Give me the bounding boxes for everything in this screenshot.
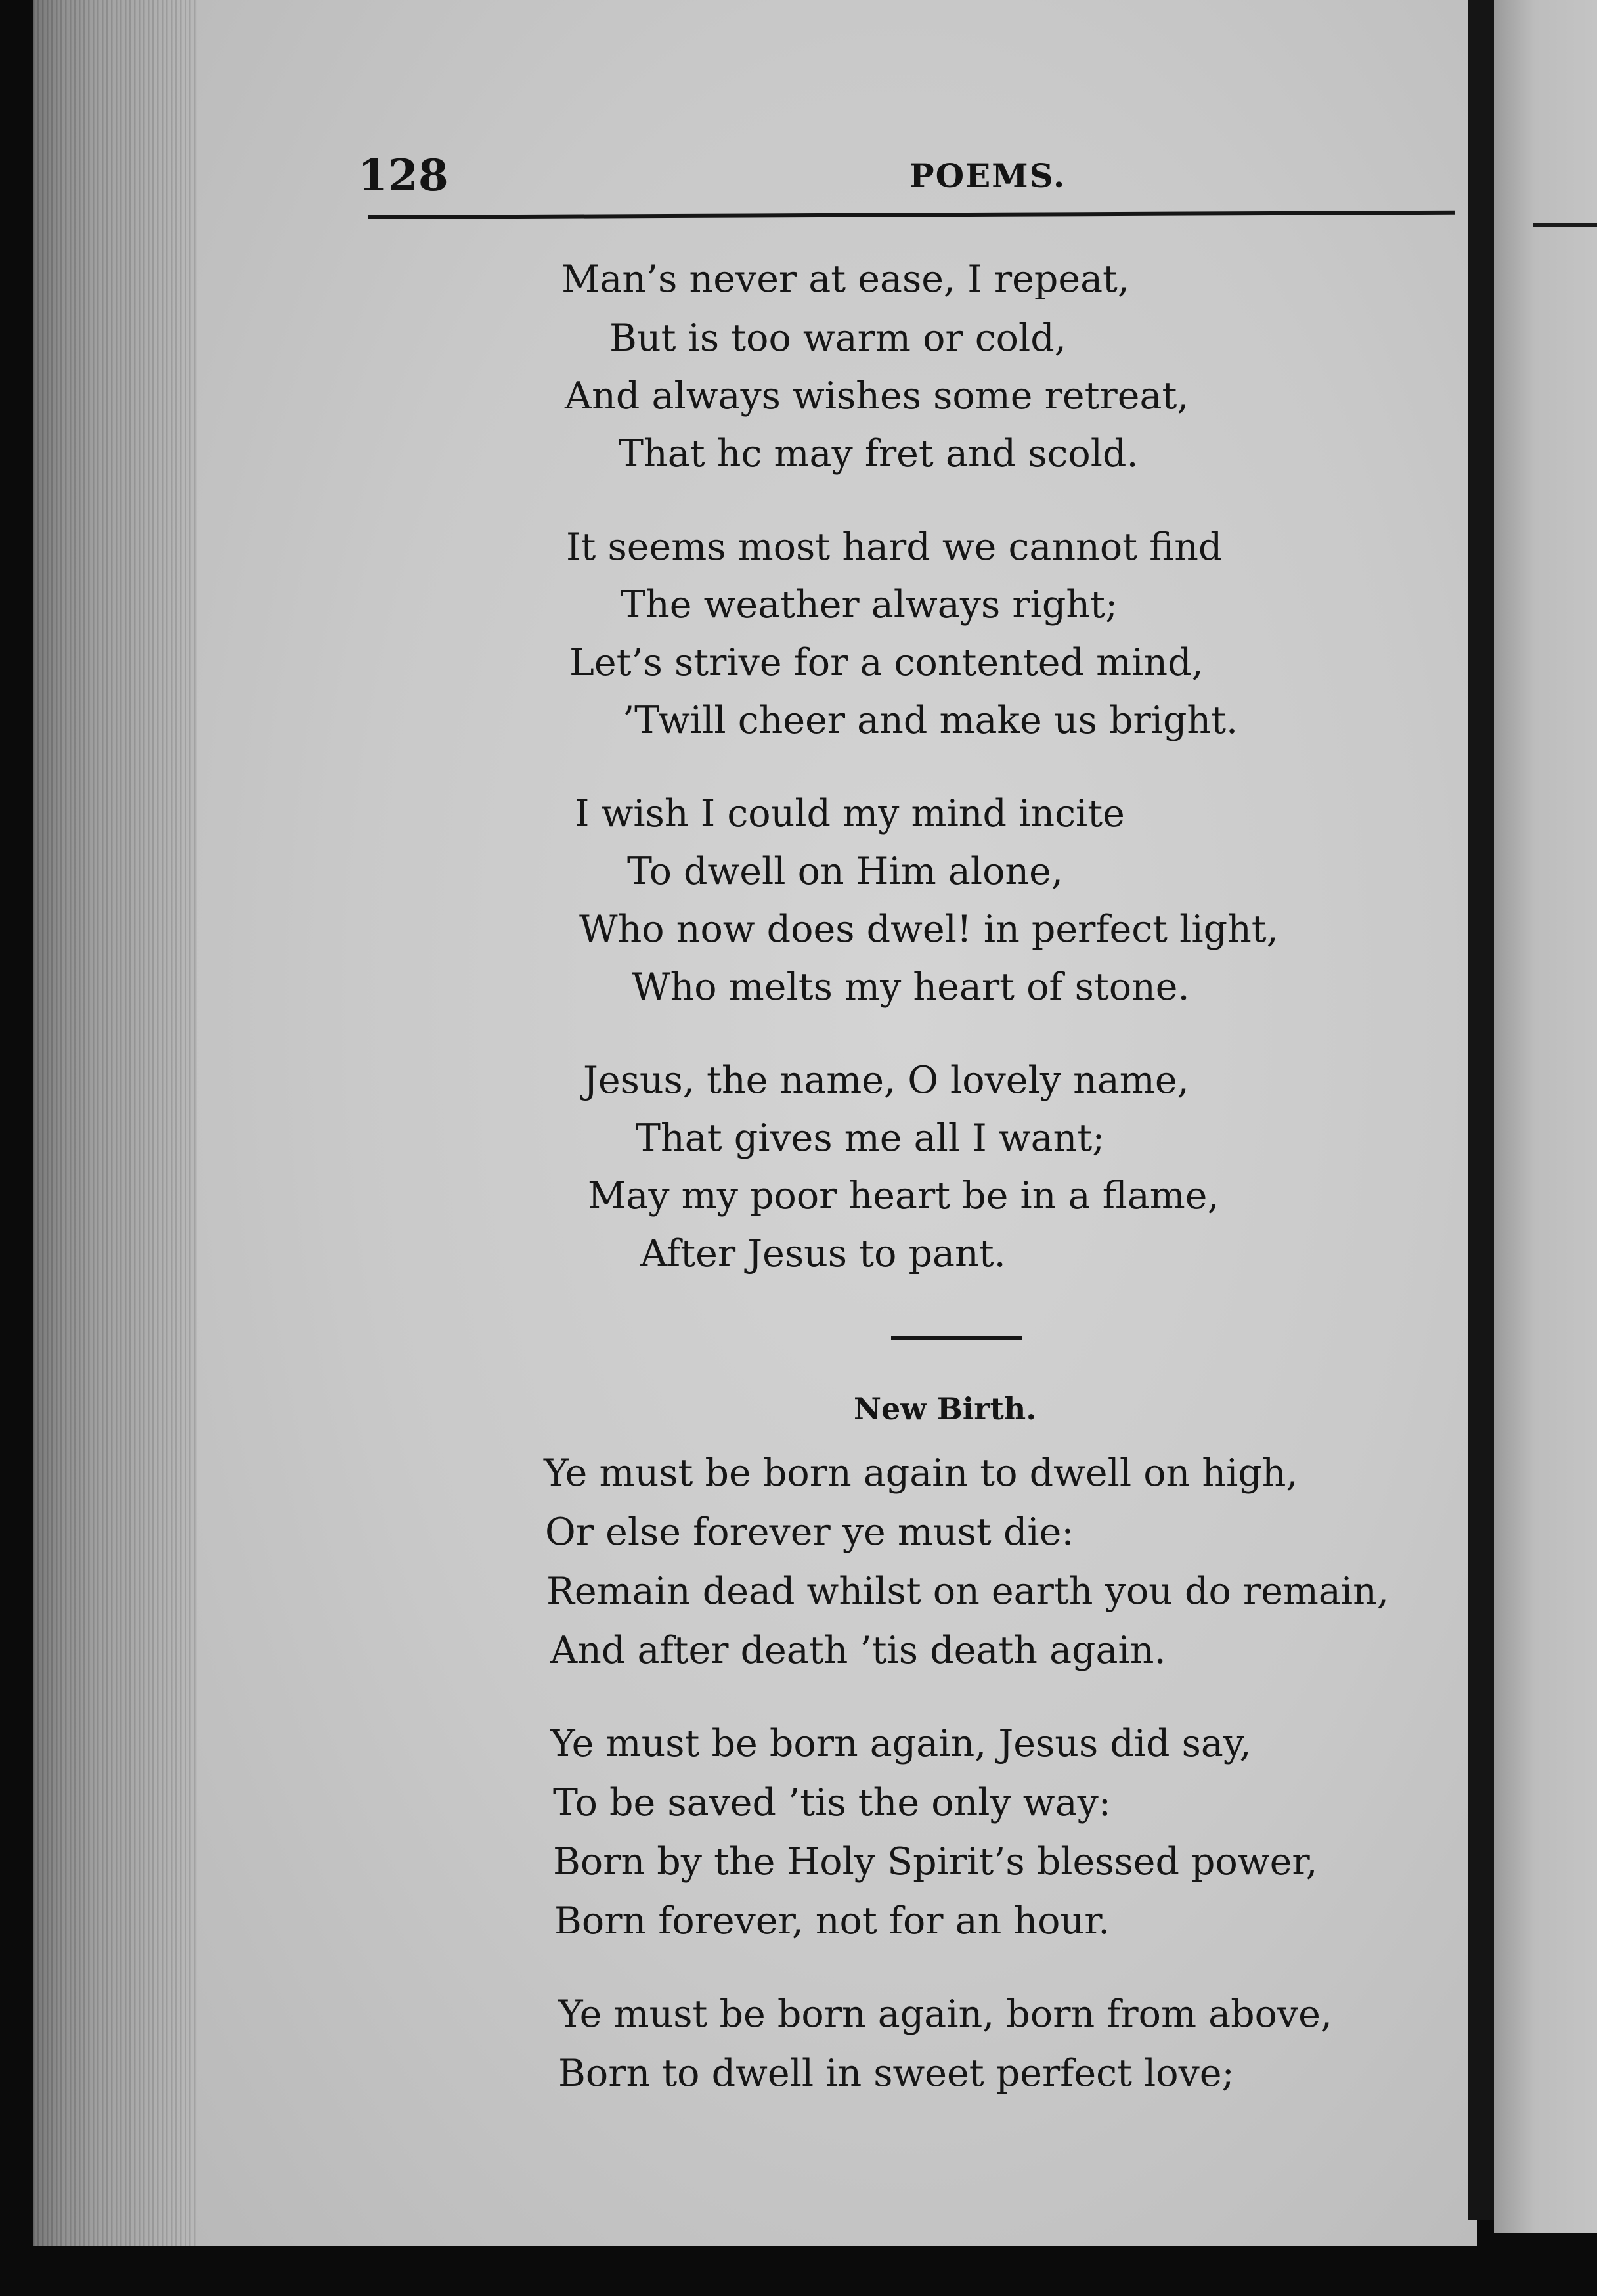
- page-edges-stack: [33, 0, 198, 2246]
- poem-line: It seems most hard we cannot find: [566, 525, 1223, 569]
- poem-line: To be saved ’tis the only way:: [553, 1781, 1111, 1824]
- poem-line: Born by the Holy Spirit’s blessed power,: [553, 1840, 1318, 1884]
- poem-line: That hc may fret and scold.: [619, 432, 1139, 475]
- running-head: POEMS.: [909, 156, 1066, 195]
- page-number: 128: [358, 150, 448, 201]
- poem-line: Ye must be born again to dwell on high,: [544, 1451, 1298, 1495]
- facing-page-header-rule: [1533, 223, 1597, 227]
- poem-line: Man’s never at ease, I repeat,: [561, 257, 1130, 301]
- poem-line: Ye must be born again, Jesus did say,: [550, 1722, 1252, 1765]
- poem-line: Ye must be born again, born from above,: [558, 1993, 1332, 2036]
- poem-line: To dwell on Him alone,: [627, 850, 1063, 893]
- poem-line: Jesus, the name, O lovely name,: [583, 1059, 1189, 1102]
- poem-line: And always wishes some retreat,: [565, 374, 1189, 418]
- poem-line: Who now does dwel! in perfect light,: [579, 908, 1279, 951]
- poem-line: Who melts my heart of stone.: [632, 965, 1190, 1009]
- poem-line: Let’s strive for a contented mind,: [569, 641, 1204, 684]
- poem-line: Born to dwell in sweet perfect love;: [558, 2052, 1235, 2095]
- poem-line: Remain dead whilst on earth you do remain,: [546, 1570, 1389, 1613]
- poem-line: I wish I could my mind incite: [575, 792, 1125, 835]
- poem-line: That gives me all I want;: [636, 1116, 1105, 1160]
- poem-line: ’Twill cheer and make us bright.: [623, 699, 1238, 742]
- facing-page-edge: [1494, 0, 1597, 2233]
- poem-line: Or else forever ye must die:: [545, 1511, 1074, 1554]
- book-gutter: [1468, 0, 1494, 2220]
- section-divider: [891, 1336, 1022, 1340]
- poem-line: Born forever, not for an hour.: [554, 1899, 1110, 1943]
- poem-line: After Jesus to pant.: [640, 1232, 1006, 1275]
- poem-line: And after death ’tis death again.: [550, 1629, 1166, 1672]
- poem-line: The weather always right;: [621, 583, 1118, 627]
- poem-line: But is too warm or cold,: [609, 317, 1066, 360]
- poem-title: New Birth.: [854, 1391, 1037, 1426]
- poem-line: May my poor heart be in a flame,: [588, 1174, 1219, 1218]
